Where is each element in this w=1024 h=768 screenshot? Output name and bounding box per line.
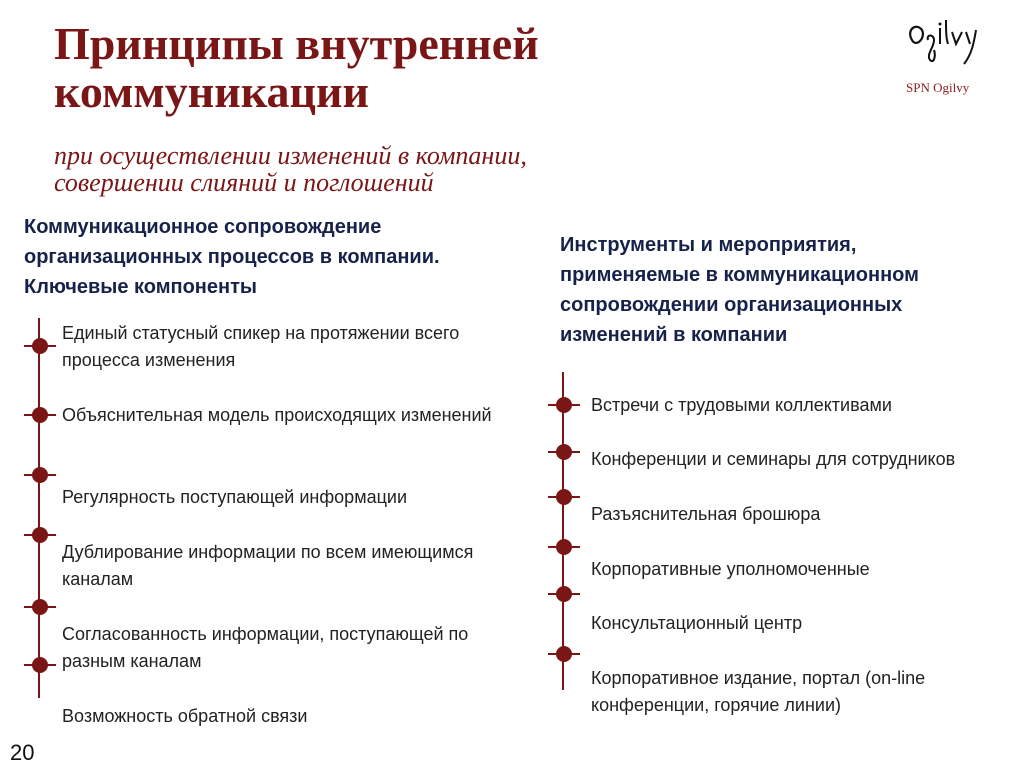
right-column-heading [560,230,1000,350]
left-timeline-marker [24,526,56,544]
left-list-item: Объяснительная модель происходящих изменений [62,405,492,425]
right-list-item: Корпоративные уполномоченные [591,559,870,579]
title-line-2: коммуникации [54,66,370,117]
right-timeline-marker [548,396,580,414]
page-subtitle [54,142,754,196]
page-title [54,20,814,116]
ogilvy-logo [896,18,996,102]
right-list-item: Разъяснительная брошюра [591,504,821,524]
left-timeline-marker [24,656,56,674]
ogilvy-signature-logo [902,18,986,68]
left-timeline-marker [24,598,56,616]
right-list-item: Корпоративное издание, портал (on-line конференции, горячие линии) [591,668,926,715]
right-heading-line-2: применяемые в коммуникационном [560,264,919,286]
left-list-item: Единый статусный спикер на протяжении всего процесса изменения [62,323,460,370]
left-heading-line-2: организационных процессов в компании. [24,246,440,268]
right-list-item: Консультационный центр [591,613,803,633]
left-list-item: Согласованность информации, поступающей по разным каналам [62,624,469,671]
logo-caption: SPN Ogilvy [906,80,970,95]
left-timeline-marker [24,466,56,484]
right-timeline-line [562,372,564,690]
right-timeline-marker [548,645,580,663]
right-list-item: Конференции и семинары для сотрудников [591,449,956,469]
left-heading-line-3: Ключевые компоненты [24,276,257,298]
left-timeline-marker [24,406,56,424]
left-list-item: Регулярность поступающей информации [62,487,407,507]
left-list-item: Возможность обратной связи [62,706,308,726]
right-heading-line-1: Инструменты и мероприятия, [560,234,857,256]
subtitle-line-2: совершении слияний и поглошений [54,168,434,197]
left-timeline-line [38,318,40,698]
right-timeline-marker [548,538,580,556]
right-heading-line-4: изменений в компании [560,324,788,346]
left-column-heading [24,212,524,302]
left-timeline-marker [24,337,56,355]
right-timeline-marker [548,488,580,506]
right-timeline-marker [548,585,580,603]
subtitle-line-1: при осуществлении изменений в компании, [54,141,527,170]
right-heading-line-3: сопровождении организационных [560,294,903,316]
page-number: 20 [10,740,35,765]
left-heading-line-1: Коммуникационное сопровождение [24,216,382,238]
title-line-1: Принципы внутренней [54,18,539,69]
right-timeline-marker [548,443,580,461]
left-list-item: Дублирование информации по всем имеющимся каналам [62,542,474,589]
right-list-item: Встречи с трудовыми коллективами [591,395,892,415]
